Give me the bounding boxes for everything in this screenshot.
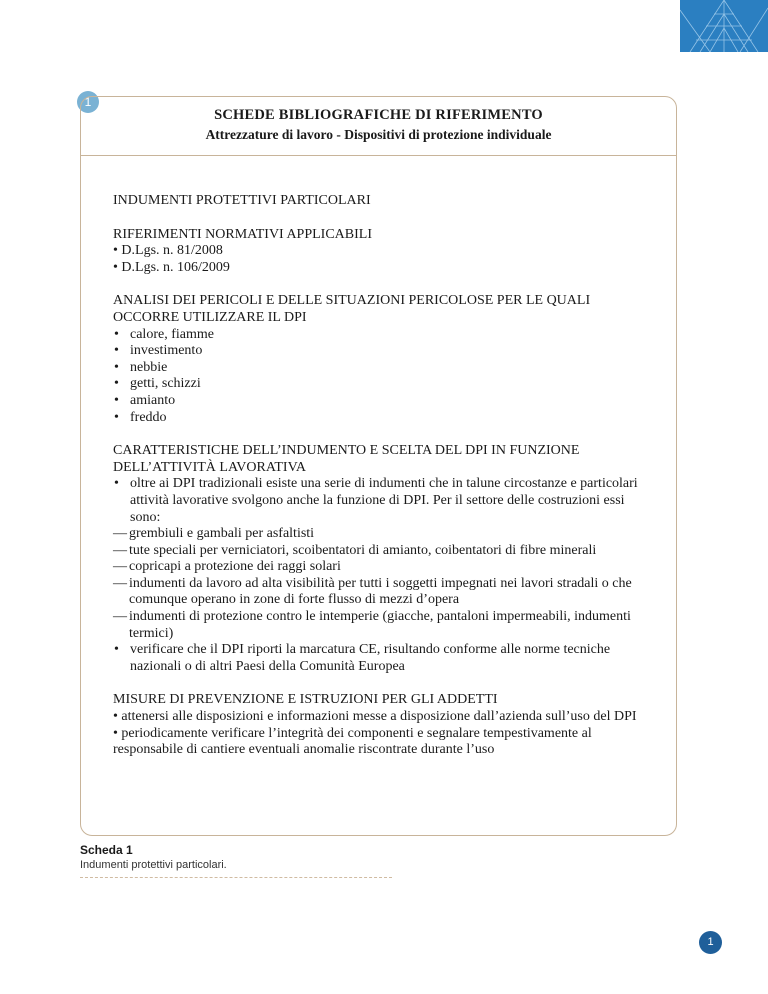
caption-text: Indumenti protettivi particolari. xyxy=(80,859,227,871)
characteristics-heading: CARATTERISTICHE DELL’INDUMENTO E SCELTA DEL DPI IN FUNZIONE DELL’ATTIVITÀ LAVORATIVA xyxy=(113,443,580,475)
hazard-item: • nebbie xyxy=(113,360,648,377)
prevention-heading: MISURE DI PREVENZIONE E ISTRUZIONI PER GLI ADDETTI xyxy=(113,692,498,708)
card-header xyxy=(100,107,657,143)
figure-caption xyxy=(80,843,227,871)
normative-item: • D.Lgs. n. 81/2008 xyxy=(113,243,223,259)
garment-item: — indumenti di protezione contro le intemperie (giacche, pantaloni impermeabili, indumenti termici) xyxy=(113,609,648,642)
hazards-heading: ANALISI DEI PERICOLI E DELLE SITUAZIONI PERICOLOSE PER LE QUALI OCCORRE UTILIZZARE IL DPI xyxy=(113,293,591,325)
garment-item: — copricapi a protezione dei raggi solari xyxy=(113,559,648,576)
characteristics-list xyxy=(113,476,648,675)
hazard-item: • freddo xyxy=(113,410,648,427)
garment-item: — grembiuli e gambali per asfaltisti xyxy=(113,526,648,543)
card-content xyxy=(113,193,648,776)
header-subtitle: Attrezzature di lavoro - Dispositivi di protezione individuale xyxy=(205,127,552,142)
page-number-badge: 1 xyxy=(699,931,722,954)
prevention-section xyxy=(113,692,648,758)
normative-section xyxy=(113,227,648,277)
characteristics-intro: • oltre ai DPI tradizionali esiste una serie di indumenti che in talune circostanze e particolari attività lavorative svolgono anche la funzione di DPI. Per il settore delle costruzioni essi sono: xyxy=(113,476,648,526)
caption-title: Scheda 1 xyxy=(80,843,133,857)
garment-item: — tute speciali per verniciatori, scoibentatori di amianto, coibentatori di fibre minerali xyxy=(113,543,648,560)
normative-heading: RIFERIMENTI NORMATIVI APPLICABILI xyxy=(113,226,372,242)
hazard-item: • amianto xyxy=(113,393,648,410)
hazards-section xyxy=(113,293,648,426)
normative-item: • D.Lgs. n. 106/2009 xyxy=(113,259,230,275)
corner-decoration-graphic xyxy=(680,0,768,52)
header-divider xyxy=(80,155,677,156)
header-title: SCHEDE BIBLIOGRAFICHE DI RIFERIMENTO xyxy=(214,107,543,123)
characteristics-section xyxy=(113,443,648,675)
hazard-item: • investimento xyxy=(113,343,648,360)
hazard-item: • calore, fiamme xyxy=(113,327,648,344)
tab-number-badge: 1 xyxy=(77,91,99,113)
prevention-item: • periodicamente verificare l’integrità dei componenti e segnalare tempestivamente al responsabile di cantiere eventuali anomalie riscontrate durante l’uso xyxy=(113,725,592,758)
hazards-list xyxy=(113,327,648,427)
doc-title: INDUMENTI PROTETTIVI PARTICOLARI xyxy=(113,193,371,208)
garment-item: — indumenti da lavoro ad alta visibilità per tutti i soggetti impegnati nei lavori stradali o che comunque operano in zone di forte flusso di mezzi d’opera xyxy=(113,576,648,609)
doc-title-section xyxy=(113,193,648,210)
caption-divider xyxy=(80,877,392,878)
ce-marking-note: • verificare che il DPI riporti la marcatura CE, risultando conforme alle norme tecniche nazionali o di altri Paesi della Comunità Europea xyxy=(113,642,648,675)
prevention-item: • attenersi alle disposizioni e informazioni messe a disposizione dall’azienda sull’uso del DPI xyxy=(113,709,637,725)
hazard-item: • getti, schizzi xyxy=(113,376,648,393)
